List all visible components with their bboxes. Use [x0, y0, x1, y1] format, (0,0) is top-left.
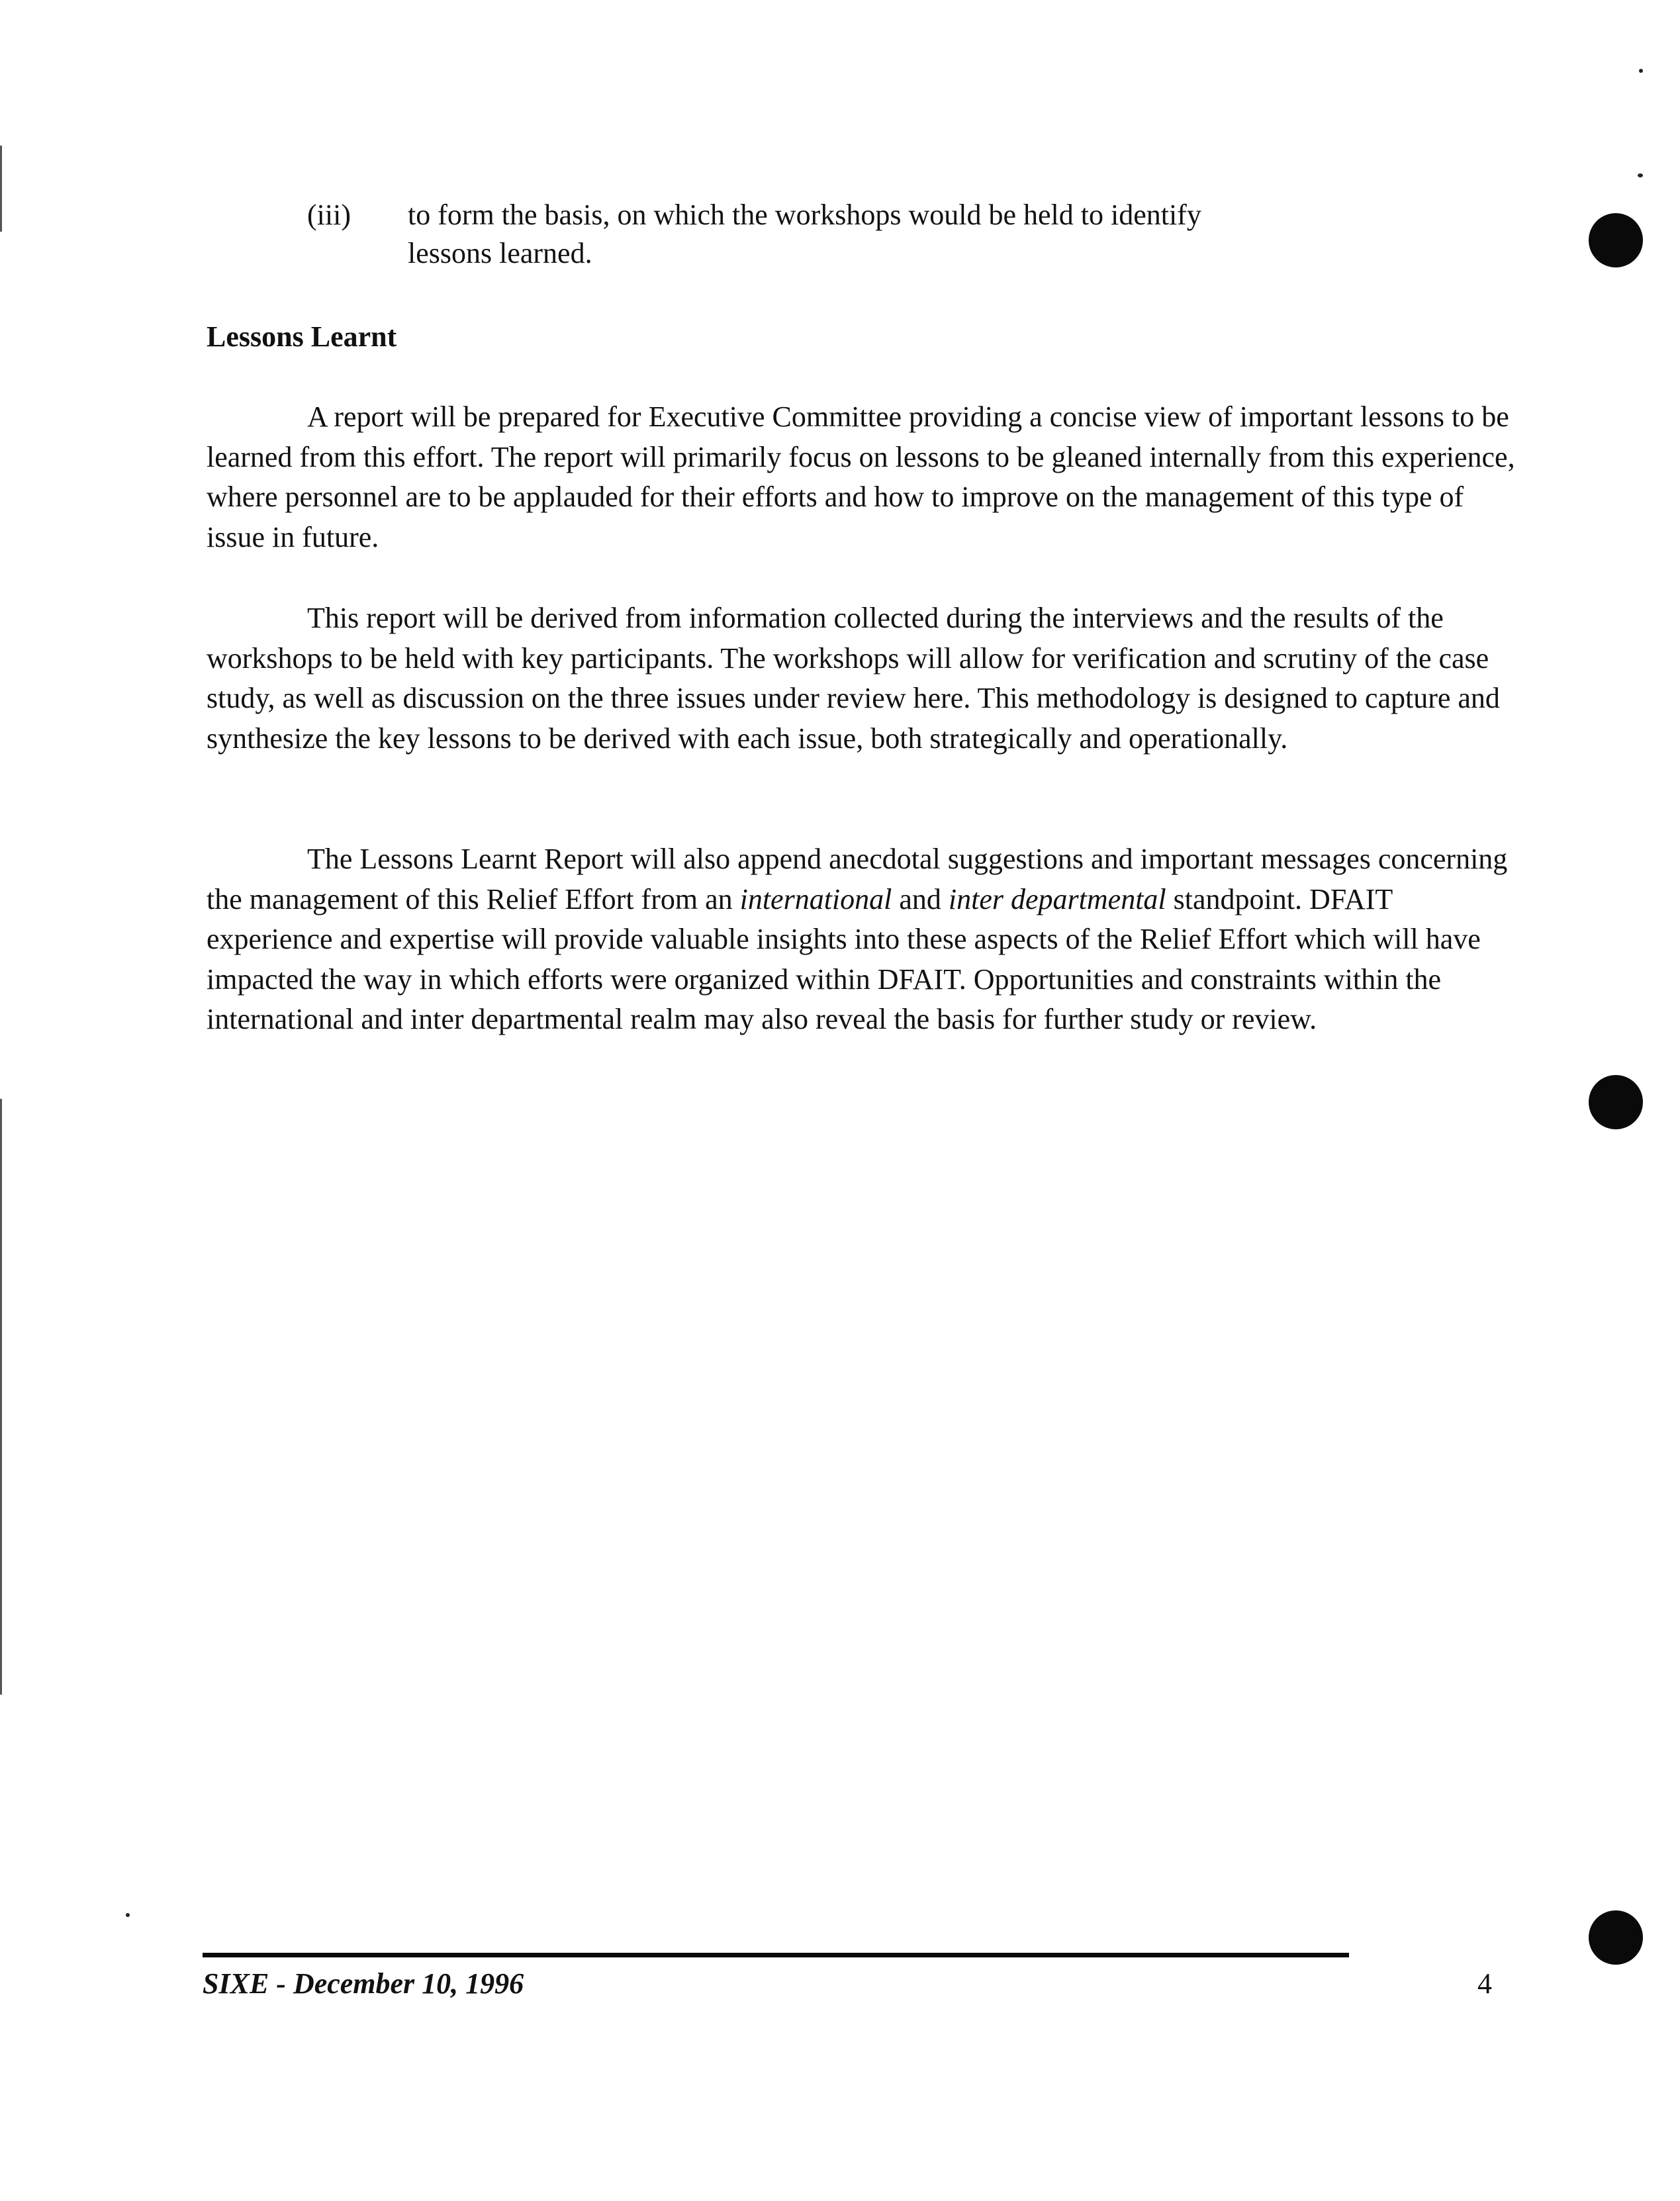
page-number: 4: [1477, 1967, 1492, 2000]
paragraph-3-part-2: and: [892, 882, 949, 915]
scan-left-edge: [0, 146, 2, 232]
punch-hole-top: [1589, 213, 1643, 267]
paragraph-2: This report will be derived from information collected during the interviews and the results of the workshops to be held with key participants. The workshops will allow for verification and scrutiny of the case study, as well as discussion on the three issues under review here. This methodology is designed to capture and synthesize the key lessons to be derived with each issue, both strategically and operationally.: [207, 602, 1500, 755]
paragraph-3: [207, 839, 1517, 1040]
paragraph-3-part-3: standpoint. DFAIT experience and expertise will provide valuable insights into these aspects of the Relief Effort which will have impacted the way in which efforts were organized within DFAIT. Opportunities and constraints within the international and inter departmental realm may also reveal the basis for further study or review.: [207, 882, 1481, 1035]
list-item-line-1: to form the basis, on which the workshops would be held to identify: [408, 199, 1201, 231]
section-heading: Lessons Learnt: [207, 320, 397, 353]
list-marker: (iii): [307, 199, 351, 231]
footer-document-id: SIXE - December 10, 1996: [203, 1967, 524, 2000]
scan-left-edge: [0, 1099, 2, 1695]
scan-speck: [1638, 173, 1643, 177]
list-item-text: [408, 196, 1440, 273]
scan-speck: [1639, 69, 1643, 73]
punch-hole-bottom: [1589, 1910, 1643, 1965]
emphasis-inter-departmental: inter departmental: [948, 882, 1166, 915]
punch-hole-middle: [1589, 1075, 1643, 1129]
list-item-line-2: lessons learned.: [408, 237, 592, 269]
paragraph-3-part-1: The Lessons Learnt Report will also append anecdotal suggestions and important messages concerning the management of this Relief Effort from an: [207, 843, 1508, 915]
emphasis-international: international: [739, 882, 892, 915]
scan-speck: [126, 1913, 130, 1917]
paragraph-1: A report will be prepared for Executive Committee providing a concise view of important lessons to be learned from this effort. The report will primarily focus on lessons to be gleaned internally from this experience, where personnel are to be applauded for their efforts and how to improve on the management of this type of issue in future.: [207, 400, 1515, 553]
footer-rule: [203, 1953, 1349, 1957]
